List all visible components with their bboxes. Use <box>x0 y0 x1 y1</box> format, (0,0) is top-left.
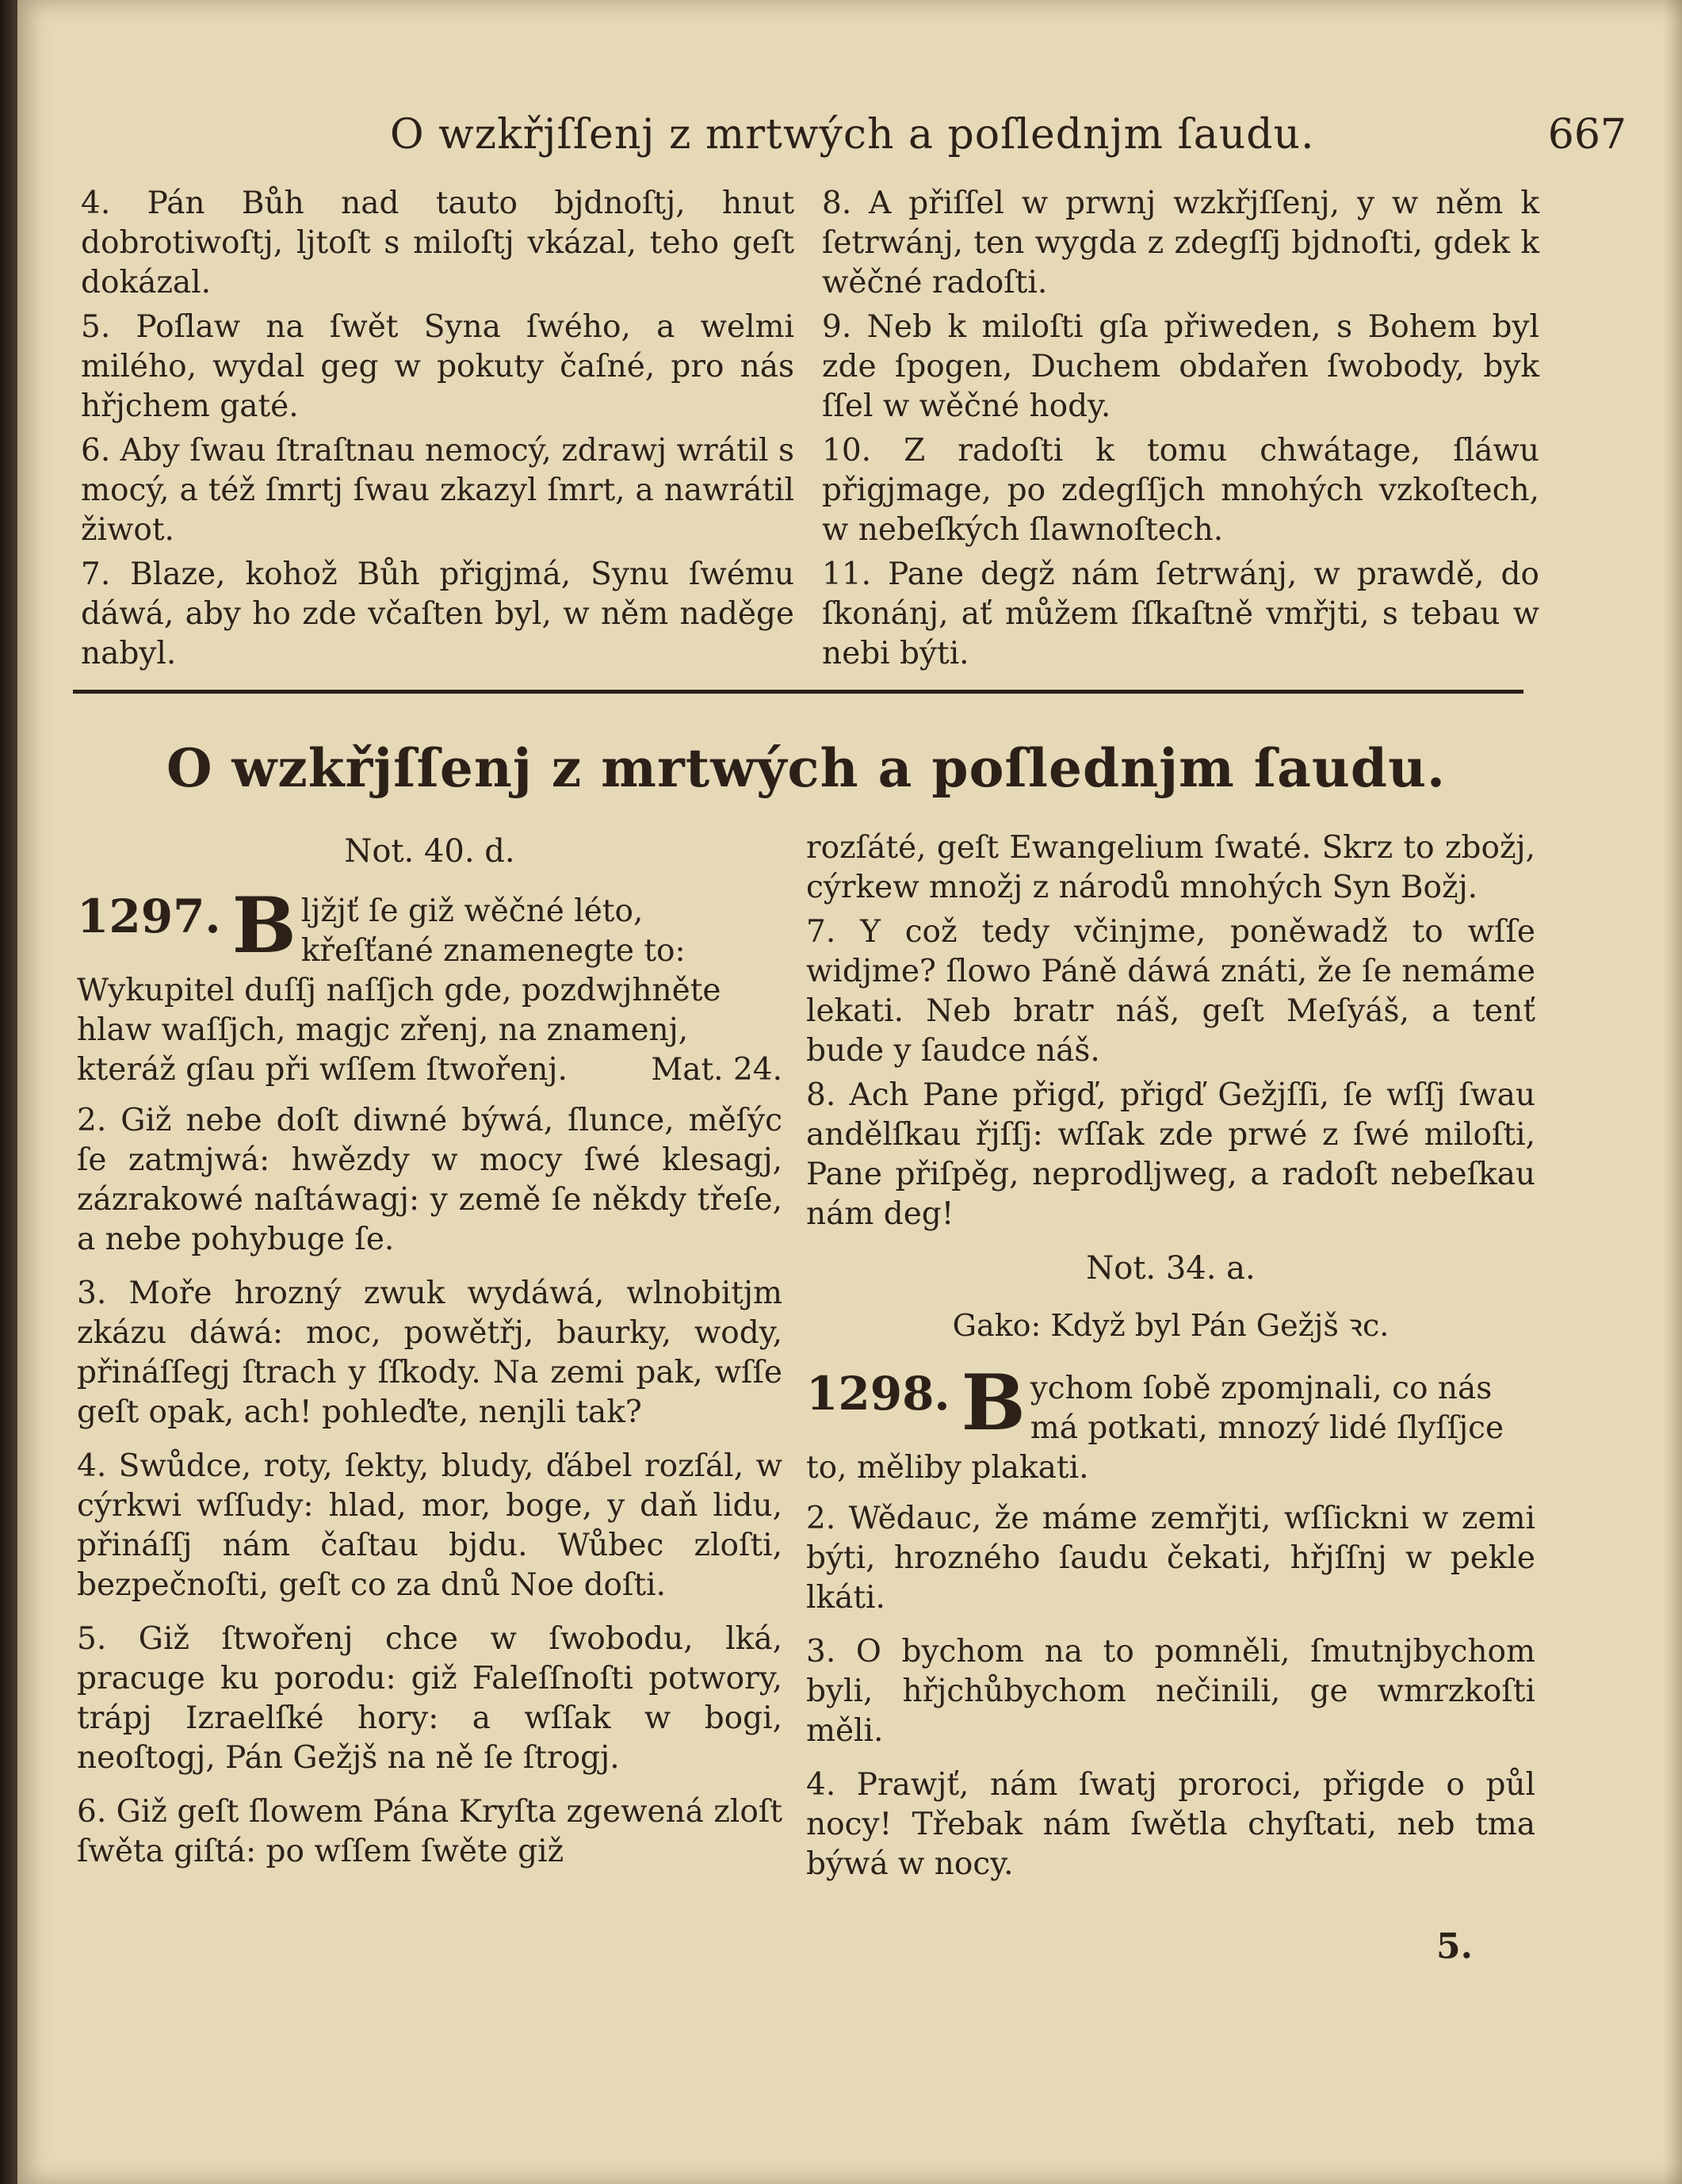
bottom-left-column <box>77 828 782 1886</box>
verse: 10. Z radoſti k tomu chwátage, ſláwu přigjmage, po zdegſſjch mnohých vzkoſtech, w nebeſkých ſlawnoſtech. <box>822 433 1539 548</box>
verse: 3. Moře hrozný zwuk wydáwá, wlnobitjm zkázu dáwá: moc, powětřj, baurky, wody, přináſſegj ſtrach y ſſkody. Na zemi pak, wſſe geſt opak, ach! pohleďte, nenjli tak? <box>77 1276 782 1430</box>
verse: 6. Aby ſwau ſtraſtnau nemocý, zdrawj wrátil s mocý, a též ſmrtj ſwau zkazyl ſmrt, a nawrátil žiwot. <box>81 433 794 548</box>
book-page <box>17 0 1682 2184</box>
book-gutter <box>0 0 17 2184</box>
verse: 2. Giž nebe doſt diwné býwá, ſlunce, měſýc ſe zatmjwá: hwězdy w mocy ſwé klesagj, zázrakowé naſtáwagj: y země ſe někdy třeſe, a nebe pohybuge ſe. <box>77 1103 782 1257</box>
verse: 3. O bychom na to pomněli, ſmutnjbychom byli, hřjchůbychom nečinili, ge wmrzkoſti měli. <box>806 1634 1535 1749</box>
hymn-1298-start <box>806 1358 1535 1488</box>
bottom-right-column <box>806 828 1535 1899</box>
scripture-reference: Mat. 24. <box>651 1052 782 1088</box>
page-edge-shadow <box>1663 0 1682 2184</box>
tune-reference: Not. 34. a. <box>1086 1250 1256 1287</box>
verse: 8. Ach Pane přigď, přigď Gežjſſi, ſe wſſj ſwau andělſkau řjſſj: wſſak zde prwé z ſwé miloſti, Pane přiſpěg, neprodljweg, a radoſt nebeſkau nám deg! <box>806 1077 1535 1232</box>
hymn-number: 1297. <box>77 889 221 943</box>
page-number: 667 <box>1547 111 1627 159</box>
verse: 2. Wědauc, že máme zemřjti, wſſickni w zemi býti, hrozného ſaudu čekati, hřjſſnj w pekle lkáti. <box>806 1501 1535 1616</box>
signature-mark: 5. <box>1436 1926 1473 1967</box>
tune-reference: Not. 40. d. <box>344 833 515 870</box>
running-head <box>390 111 1627 174</box>
verse: 4. Pán Bůh nad tauto bjdnoſtj, hnut dobrotiwoſtj, ljtoſt s miloſtj vkázal, teho geſt dokázal. <box>81 186 794 300</box>
section-title: O wzkřjſſenj z mrtwých a poſlednjm ſaudu. <box>166 737 1447 799</box>
verse: 11. Pane degž nám ſetrwánj, w prawdě, do ſkonánj, ať můžem ſſkaſtně vmřjti, s tebau w nebi býti. <box>822 557 1539 671</box>
top-right-column <box>822 184 1539 679</box>
hymn-number: 1298. <box>806 1367 950 1421</box>
section-divider <box>73 690 1523 694</box>
hymn-first-verse: ychom ſobě zpomjnali, co nás má potkati, mnozý lidé ſlyſſjce to, měliby plakati. <box>806 1371 1504 1486</box>
verse: 7. Y což tedy včinjme, poněwadž to wſſe widjme? ſlowo Páně dáwá znáti, že ſe nemáme lekati. Neb bratr náš, geſt Meſyáš, a tenť bude y ſaudce náš. <box>806 914 1535 1069</box>
verse: 4. Prawjť, nám ſwatj proroci, přigde o půl nocy! Třebak nám ſwětla chyſtati, neb tma býwá w nocy. <box>806 1767 1535 1882</box>
verse: 5. Giž ſtwořenj chce w ſwobodu, lká, pracuge ku porodu: giž Faleſſnoſti potwory, trápj Izraelſké hory: a wſſak w bogi, neoſtogj, Pán Gežjš na ně ſe ſtrogj. <box>77 1621 782 1776</box>
drop-cap: B <box>231 881 296 970</box>
top-left-column <box>81 184 794 679</box>
verse: 7. Blaze, kohož Bůh přigjmá, Synu ſwému dáwá, aby ho zde včaſten byl, w něm naděge nabyl. <box>81 557 794 671</box>
verse: 6. Giž geſt ſlowem Pána Kryſta zgewená zloſt ſwěta giſtá: po wſſem ſwěte giž <box>77 1794 782 1869</box>
verse: 9. Neb k miloſti gſa přiweden, s Bohem byl zde ſpogen, Duchem obdařen ſwobody, byk ſſel w wěčné hody. <box>822 309 1539 424</box>
tune-name: Gako: Když byl Pán Gežjš ꝛc. <box>952 1308 1390 1343</box>
running-title: O wzkřjſſenj z mrtwých a poſlednjm ſaudu. <box>390 111 1315 159</box>
verse: 4. Swůdce, roty, ſekty, bludy, ďábel rozſál, w cýrkwi wſſudy: hlad, mor, boge, y daň lidu, přináſſj nám čaſtau bjdu. Wůbec zloſti, bezpečnoſti, geſt co za dnů Noe doſti. <box>77 1448 782 1603</box>
hymn-first-verse: ljžjť ſe giž wěčné léto, křeſťané znamenegte to: Wykupitel duſſj naſſjch gde, pozdwjhněte hlaw waſſjch, magjc zřenj, na znamenj, kteráž gſau při wſſem ſtwořenj. <box>77 893 721 1088</box>
hymn-1297-start <box>77 881 782 1090</box>
verse-continuation: rozſáté, geſt Ewangelium ſwaté. Skrz to zbožj, cýrkew množj z národů mnohých Syn Božj. <box>806 830 1535 905</box>
verse: 8. A přiſſel w prwnj wzkřjſſenj, y w něm k ſetrwánj, ten wygda z zdegſſj bjdnoſti, gdek k wěčné radoſti. <box>822 186 1539 300</box>
drop-cap: B <box>961 1358 1026 1448</box>
verse: 5. Poſlaw na ſwět Syna ſwého, a welmi milého, wydal geg w pokuty čaſné, pro nás hřjchem gaté. <box>81 309 794 424</box>
